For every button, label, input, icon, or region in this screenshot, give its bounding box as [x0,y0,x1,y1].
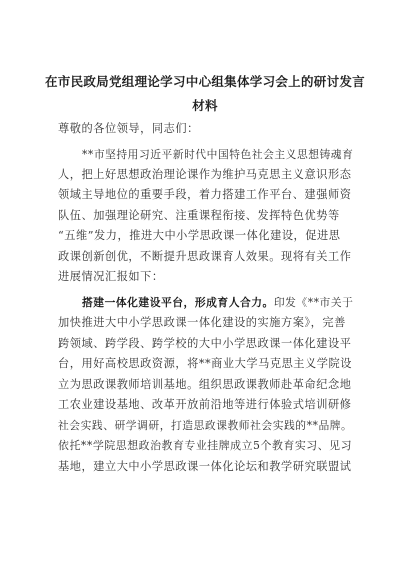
paragraph-2-heading: 搭建一体化建设平台，形成育人合力。 [82,296,274,309]
document-title-line-2: 材料 [192,98,218,113]
paragraph-2-first-line [82,296,358,310]
paragraph-2-line: 依托**学院思想政治教育专业挂牌成立5个教育实习、见习 [58,439,353,452]
document-title-line-1: 在市民政局党组理论学习中心组集体学习会上的研讨发言 [44,74,365,89]
paragraph-1-line: 领域主导地位的重要手段，着力搭建工作平台、建强师资 [58,188,352,201]
paragraph-2-line: 基地，建立大中小学思政课一体化论坛和教学研究联盟试 [58,460,352,473]
paragraph-2-line: 工农业建设基地、改革开放前沿地等进行体验式培训研修 [58,398,352,411]
paragraph-1-line: “五维”发力，推进大中小学思政课一体化建设，促进思 [58,229,341,242]
paragraph-2-line: 社会实践、研学调研，打造思政课教师社会实践的**品牌。 [58,419,353,432]
paragraph-1-line: 队伍、加强理论研究、注重课程衔接、发挥特色优势等 [58,209,340,222]
paragraph-1-line: 政课创新创优，不断提升思政课育人效果。现将有关工作 [58,250,352,263]
paragraph-1-line: 进展情况汇报如下： [58,270,164,283]
paragraph-1-line: **市坚持用习近平新时代中国特色社会主义思想铸魂育 [82,148,354,161]
salutation: 尊敬的各位领导，同志们： [58,122,199,135]
paragraph-2-line: 立为思政课教师培训基地。组织思政课教师赴革命纪念地 [58,378,352,391]
paragraph-1-line: 人，把上好思想政治理论课作为维护马克思主义意识形态 [58,168,352,181]
paragraph-2-line: 台，用好高校思政资源，将**商业大学马克思主义学院设 [58,357,352,370]
paragraph-2-first-text: 印发《**市关于 [273,296,354,309]
paragraph-2-line: 加快推进大中小学思政课一体化建设的实施方案》，完善 [58,316,346,329]
paragraph-2-line: 跨领域、跨学段、跨学校的大中小学思政课一体化建设平 [58,337,352,350]
